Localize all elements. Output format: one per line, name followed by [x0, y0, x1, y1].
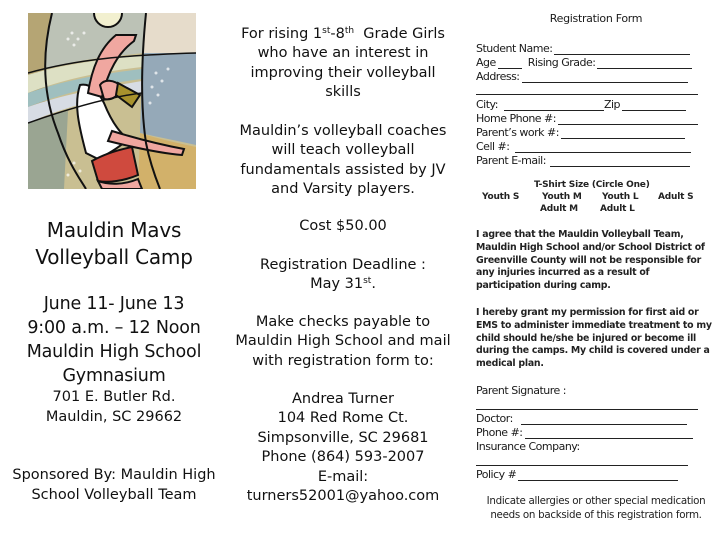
phone-label: Phone #:: [476, 426, 523, 439]
home-phone-label: Home Phone #:: [476, 112, 556, 125]
rising-grade-line[interactable]: [597, 58, 692, 69]
event-details: [0, 292, 228, 388]
age-line[interactable]: [498, 58, 522, 69]
policy-line[interactable]: [518, 470, 678, 481]
policy-label: Policy #: [476, 468, 517, 481]
event-venue: Mauldin High School: [26, 342, 202, 362]
coaches-line4: and Varsity players.: [271, 181, 415, 198]
contact-street: 104 Red Rome Ct.: [277, 410, 409, 427]
camp-title: [0, 217, 228, 271]
left-panel: [0, 0, 228, 540]
size-youth-l[interactable]: Youth L: [602, 192, 639, 202]
student-name-field[interactable]: [476, 41, 690, 55]
checks-line2: Mauldin High School and mail: [235, 333, 451, 350]
intro-line1: For rising 1st-8th Grade Girls: [241, 26, 445, 42]
deadline-date: May 31st.: [310, 276, 376, 293]
parent-signature-line[interactable]: [476, 409, 698, 410]
intro-line3: improving their volleyball: [250, 64, 436, 81]
parent-work-line[interactable]: [561, 128, 685, 139]
parent-work-field[interactable]: [476, 125, 685, 139]
venue-street: 701 E. Butler Rd.: [52, 389, 176, 405]
sponsor-line2: School Volleyball Team: [31, 487, 197, 503]
event-time: 9:00 a.m. – 12 Noon: [27, 318, 201, 338]
middle-panel: [226, 0, 460, 540]
camp-intro: [226, 25, 460, 103]
event-venue-room: Gymnasium: [62, 366, 166, 386]
intro-line4: skills: [325, 84, 361, 101]
coaches-line1: Mauldin’s volleyball coaches: [239, 123, 447, 139]
age-label: Age: [476, 56, 496, 69]
contact-email-link[interactable]: turners52001@yahoo.com: [246, 488, 440, 505]
size-adult-s[interactable]: Adult S: [658, 192, 694, 202]
coaches-description: [226, 122, 460, 200]
zip-label: Zip: [603, 98, 621, 111]
size-adult-m[interactable]: Adult M: [540, 204, 578, 214]
doctor-field[interactable]: [476, 411, 687, 425]
address-line[interactable]: [522, 72, 688, 83]
volleyball-player-illustration: [28, 13, 196, 189]
medical-permission: I hereby grant my permission for first aid or EMS to administer immediate treatment to my child should he/she be injured or become ill during the camps. My child is covered under a medical plan.: [476, 307, 712, 370]
policy-field[interactable]: [476, 467, 678, 481]
payment-instructions: [226, 313, 460, 371]
camp-title-line1: Mauldin Mavs: [46, 218, 182, 242]
cell-label: Cell #:: [476, 140, 510, 153]
parent-signature-label: Parent Signature :: [476, 384, 566, 397]
city-line[interactable]: [504, 100, 604, 111]
doctor-line[interactable]: [521, 414, 687, 425]
address-field[interactable]: [476, 69, 688, 83]
address-line2[interactable]: [476, 94, 698, 95]
city-zip-field[interactable]: [476, 97, 686, 111]
registration-form-panel: [466, 0, 720, 540]
contact-phone: Phone (864) 593-2007: [261, 449, 425, 466]
tshirt-label: T-Shirt Size (Circle One): [534, 180, 650, 190]
sponsor-text: [0, 465, 228, 505]
zip-line[interactable]: [622, 100, 686, 111]
home-phone-field[interactable]: [476, 111, 698, 125]
age-grade-field[interactable]: [476, 55, 692, 69]
student-name-label: Student Name:: [476, 42, 553, 55]
parent-email-label: Parent E-mail:: [476, 154, 546, 167]
coaches-line2: will teach volleyball: [271, 142, 415, 159]
insurance-company-field[interactable]: [476, 439, 580, 453]
intro-line2: who have an interest in: [257, 45, 429, 62]
phone-field[interactable]: [476, 425, 693, 439]
event-dates: June 11- June 13: [43, 294, 185, 314]
checks-line1: Make checks payable to: [255, 314, 431, 330]
size-youth-s[interactable]: Youth S: [482, 192, 520, 202]
cell-line[interactable]: [515, 142, 691, 153]
size-youth-m[interactable]: Youth M: [542, 192, 582, 202]
camp-title-line2: Volleyball Camp: [35, 245, 193, 269]
phone-line[interactable]: [525, 428, 693, 439]
contact-name: Andrea Turner: [292, 391, 394, 407]
parent-email-field[interactable]: [476, 153, 690, 167]
checks-line3: with registration form to:: [252, 352, 434, 369]
camp-cost: Cost $50.00: [299, 218, 387, 234]
volleyball-player-art-icon: [28, 13, 196, 189]
address-label: Address:: [476, 70, 520, 83]
student-name-line[interactable]: [554, 44, 690, 55]
city-label: City:: [476, 98, 498, 111]
parent-email-line[interactable]: [550, 156, 690, 167]
insurance-label: Insurance Company:: [476, 440, 580, 453]
parent-signature-field[interactable]: [476, 383, 566, 397]
contact-city: Simpsonville, SC 29681: [257, 429, 429, 446]
cell-field[interactable]: [476, 139, 691, 153]
venue-city: Mauldin, SC 29662: [45, 409, 183, 425]
coaches-line3: fundamentals assisted by JV: [240, 161, 446, 178]
contact-info: [226, 390, 460, 506]
deadline-label: Registration Deadline :: [260, 257, 426, 273]
insurance-line[interactable]: [476, 465, 688, 466]
venue-address: [0, 387, 228, 427]
parent-work-label: Parent’s work #:: [476, 126, 559, 139]
sponsor-line1: Sponsored By: Mauldin High: [12, 467, 216, 483]
registration-deadline: [226, 256, 460, 295]
home-phone-line[interactable]: [558, 114, 698, 125]
form-title: Registration Form: [549, 12, 643, 25]
contact-email-label: E-mail:: [317, 468, 369, 485]
rising-grade-label: Rising Grade:: [527, 56, 596, 69]
size-adult-l[interactable]: Adult L: [600, 204, 635, 214]
doctor-label: Doctor:: [476, 412, 513, 425]
liability-waiver: I agree that the Mauldin Volleyball Team, Mauldin High School and/or School District of Greenville County will not be responsible for any injuries incurred as a result of participation during camp.: [476, 229, 705, 292]
allergy-note: Indicate allergies or other special medication needs on backside of this registration form.: [486, 495, 706, 521]
